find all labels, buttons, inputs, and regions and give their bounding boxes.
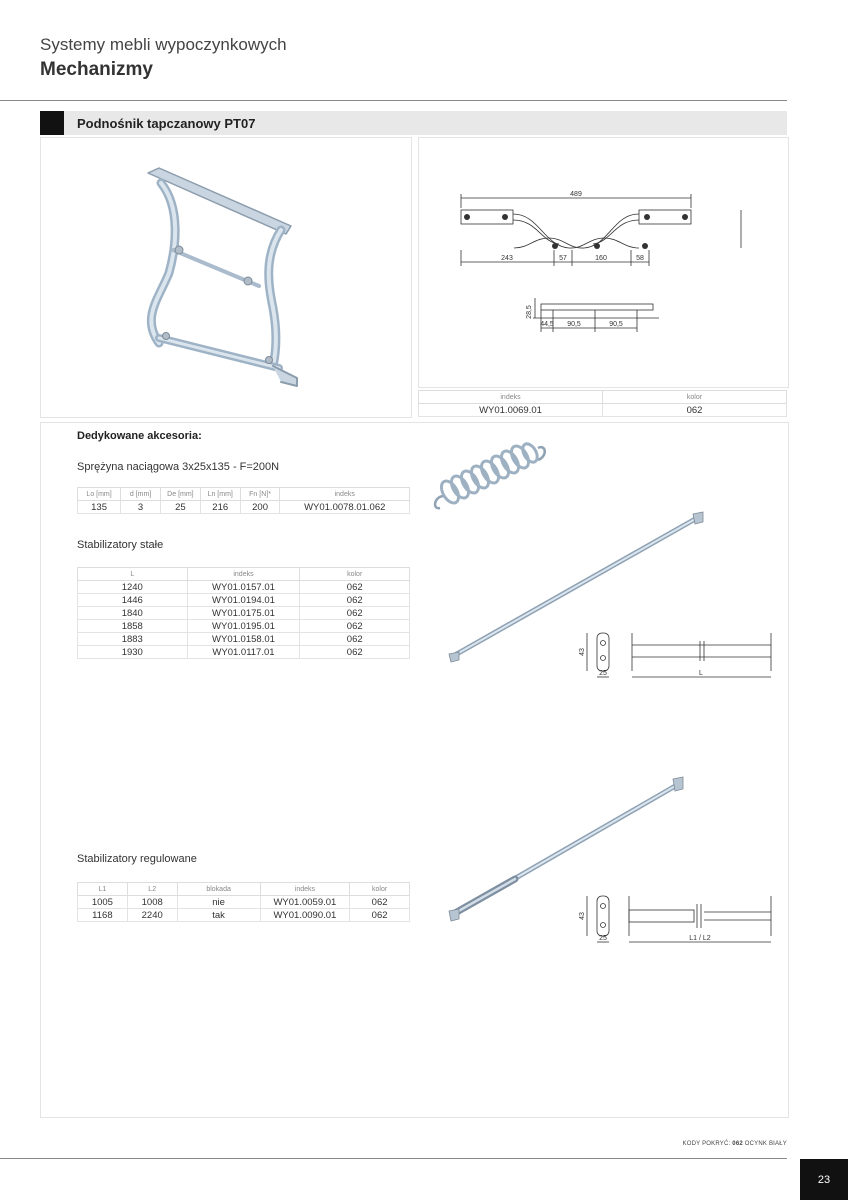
codes-label: KODY POKRYĆ: xyxy=(682,1141,731,1147)
code-name: OCYNK BIAŁY xyxy=(744,1141,787,1147)
dim-43: 43 xyxy=(579,648,586,656)
table-cell: 1883 xyxy=(78,633,188,646)
table-cell: 062 xyxy=(603,404,787,417)
table-cell: 1858 xyxy=(78,620,188,633)
table-cell: 062 xyxy=(300,633,410,646)
table-row xyxy=(78,896,410,909)
section-marker xyxy=(40,111,64,135)
table-row xyxy=(78,646,410,659)
col-header: kolor xyxy=(603,391,787,404)
table-cell: WY01.0069.01 xyxy=(419,404,603,417)
technical-drawing-panel xyxy=(418,137,789,388)
table-cell: 062 xyxy=(350,909,410,922)
dim-58: 58 xyxy=(636,255,644,262)
table-cell: 2240 xyxy=(127,909,177,922)
table-cell: tak xyxy=(177,909,260,922)
col-header: indeks xyxy=(260,883,350,896)
product-photo-panel xyxy=(40,137,412,418)
table-cell: 200 xyxy=(240,501,280,514)
page-subtitle: Systemy mebli wypoczynkowych xyxy=(40,35,287,54)
col-header: indeks xyxy=(280,488,410,501)
table-cell: 062 xyxy=(300,581,410,594)
dim-160: 160 xyxy=(595,255,607,262)
code-value: 062 xyxy=(732,1141,743,1147)
dim-L: L xyxy=(699,670,703,677)
col-header: L xyxy=(78,568,188,581)
col-header: blokada xyxy=(177,883,260,896)
dim-57: 57 xyxy=(559,255,567,262)
table-row xyxy=(78,581,410,594)
table-cell: 1930 xyxy=(78,646,188,659)
table-cell: WY01.0194.01 xyxy=(187,594,300,607)
col-header: Lo [mm] xyxy=(78,488,121,501)
table-cell: WY01.0175.01 xyxy=(187,607,300,620)
table-cell: WY01.0158.01 xyxy=(187,633,300,646)
table-cell: 1008 xyxy=(127,896,177,909)
table-cell: nie xyxy=(177,896,260,909)
table-cell: WY01.0117.01 xyxy=(187,646,300,659)
col-header: indeks xyxy=(419,391,603,404)
lift-mechanism-image xyxy=(41,138,411,417)
dim-L1-L2: L1 / L2 xyxy=(689,935,711,942)
table-cell: 062 xyxy=(300,594,410,607)
dim-25: 25 xyxy=(599,935,607,942)
col-header: kolor xyxy=(350,883,410,896)
table-cell: 062 xyxy=(300,646,410,659)
table-row xyxy=(78,909,410,922)
table-cell: 062 xyxy=(300,620,410,633)
spring-image xyxy=(430,440,550,515)
accessories-heading: Dedykowane akcesoria: xyxy=(77,430,202,442)
dim-25: 25 xyxy=(599,670,607,677)
table-row xyxy=(78,594,410,607)
col-header: d [mm] xyxy=(121,488,161,501)
table-cell: 062 xyxy=(300,607,410,620)
col-header: Fn [N]* xyxy=(240,488,280,501)
dim-90-5-a: 90,5 xyxy=(567,321,581,328)
dim-28-5: 28,5 xyxy=(526,305,533,319)
table-cell: 216 xyxy=(200,501,240,514)
table-cell: WY01.0078.01.062 xyxy=(280,501,410,514)
spring-title: Sprężyna naciągowa 3x25x135 - F=200N xyxy=(77,461,280,473)
table-cell: 062 xyxy=(350,896,410,909)
table-row xyxy=(78,620,410,633)
table-cell: 3 xyxy=(121,501,161,514)
table-cell: 135 xyxy=(78,501,121,514)
table-row xyxy=(78,607,410,620)
page-number: 23 xyxy=(800,1159,848,1200)
footer-divider xyxy=(0,1158,787,1159)
table-cell: WY01.0090.01 xyxy=(260,909,350,922)
adjustable-stabilizer-drawing xyxy=(575,890,780,950)
section-title: Podnośnik tapczanowy PT07 xyxy=(77,116,256,131)
table-cell: 1446 xyxy=(78,594,188,607)
dim-489: 489 xyxy=(570,191,582,198)
dimension-drawing xyxy=(419,138,788,387)
col-header: kolor xyxy=(300,568,410,581)
table-cell: 1005 xyxy=(78,896,128,909)
product-index-table xyxy=(418,390,787,417)
coating-codes xyxy=(600,1141,787,1147)
spring-table xyxy=(77,487,410,514)
dim-44-5: 44,5 xyxy=(540,321,554,328)
table-cell: 1840 xyxy=(78,607,188,620)
dim-90-5-b: 90,5 xyxy=(609,321,623,328)
fixed-stabilizer-drawing xyxy=(575,625,780,685)
header-divider xyxy=(0,100,787,101)
fixed-stabilizers-title: Stabilizatory stałe xyxy=(77,539,164,551)
adjustable-stabilizers-title: Stabilizatory regulowane xyxy=(77,853,197,865)
dim-243: 243 xyxy=(501,255,513,262)
col-header: L1 xyxy=(78,883,128,896)
table-cell: 25 xyxy=(160,501,200,514)
table-cell: WY01.0059.01 xyxy=(260,896,350,909)
col-header: indeks xyxy=(187,568,300,581)
page-title: Mechanizmy xyxy=(40,59,153,80)
adjustable-stabilizers-table xyxy=(77,882,410,922)
table-cell: 1240 xyxy=(78,581,188,594)
table-row xyxy=(78,633,410,646)
table-cell: WY01.0195.01 xyxy=(187,620,300,633)
fixed-stabilizers-table xyxy=(77,567,410,659)
table-cell: WY01.0157.01 xyxy=(187,581,300,594)
col-header: Ln [mm] xyxy=(200,488,240,501)
dim-43: 43 xyxy=(579,912,586,920)
col-header: L2 xyxy=(127,883,177,896)
col-header: De [mm] xyxy=(160,488,200,501)
table-cell: 1168 xyxy=(78,909,128,922)
